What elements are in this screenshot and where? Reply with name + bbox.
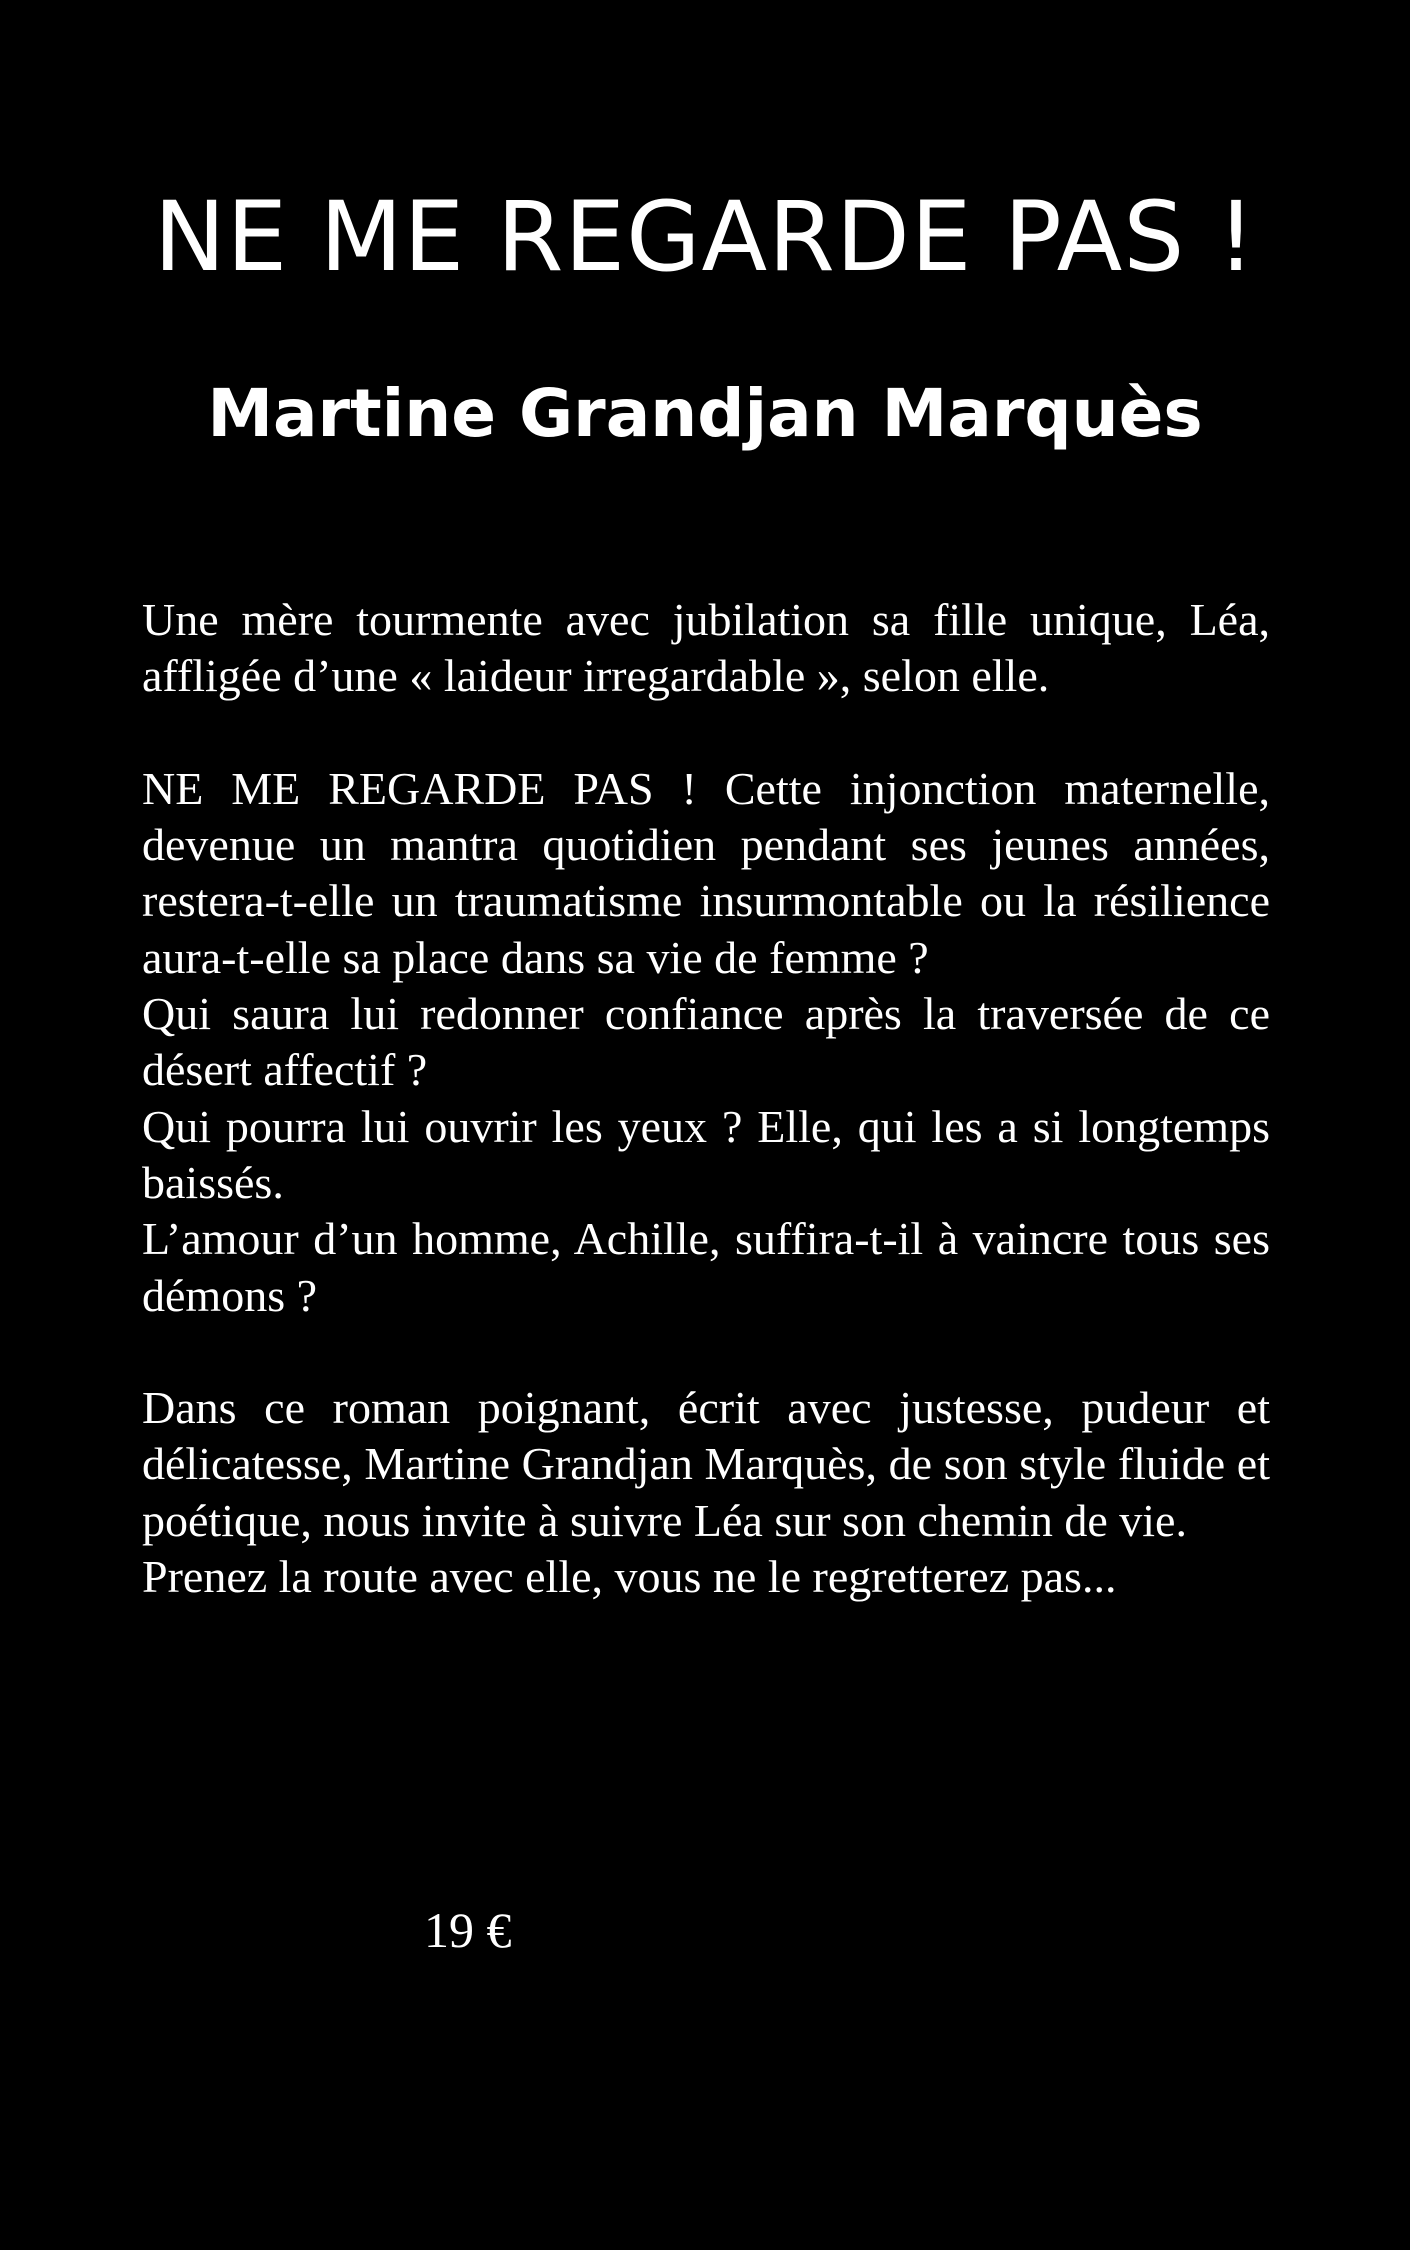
blurb-paragraph: L’amour d’un homme, Achille, suffira-t-il à vaincre tous ses démons ? <box>142 1213 1270 1321</box>
price-label: 19 € <box>424 1902 512 1958</box>
blurb-text <box>142 592 1270 1605</box>
blurb-paragraph: Prenez la route avec elle, vous ne le regretterez pas... <box>142 1551 1117 1603</box>
blurb-paragraph: Qui saura lui redonner confiance après la traversée de ce désert affectif ? <box>142 988 1270 1096</box>
author-name: Martine Grandjan Marquès <box>207 375 1203 452</box>
book-title: NE ME REGARDE PAS ! <box>153 181 1257 293</box>
blurb-paragraph: Une mère tourmente avec jubilation sa fille unique, Léa, affligée d’une « laideur irregardable », selon elle. <box>142 594 1270 702</box>
blurb-paragraph: NE ME REGARDE PAS ! Cette injonction maternelle, devenue un mantra quotidien pendant ses jeunes années, restera-t-elle un traumatisme insurmontable ou la résilience aura-t-elle sa place dans sa vie de femme ? <box>142 762 1270 983</box>
blurb-paragraph: Qui pourra lui ouvrir les yeux ? Elle, qui les a si longtemps baissés. <box>142 1100 1270 1208</box>
blurb-paragraph: Dans ce roman poignant, écrit avec justesse, pudeur et délicatesse, Martine Grandjan Marquès, de son style fluide et poétique, nous invite à suivre Léa sur son chemin de vie. <box>142 1382 1270 1546</box>
